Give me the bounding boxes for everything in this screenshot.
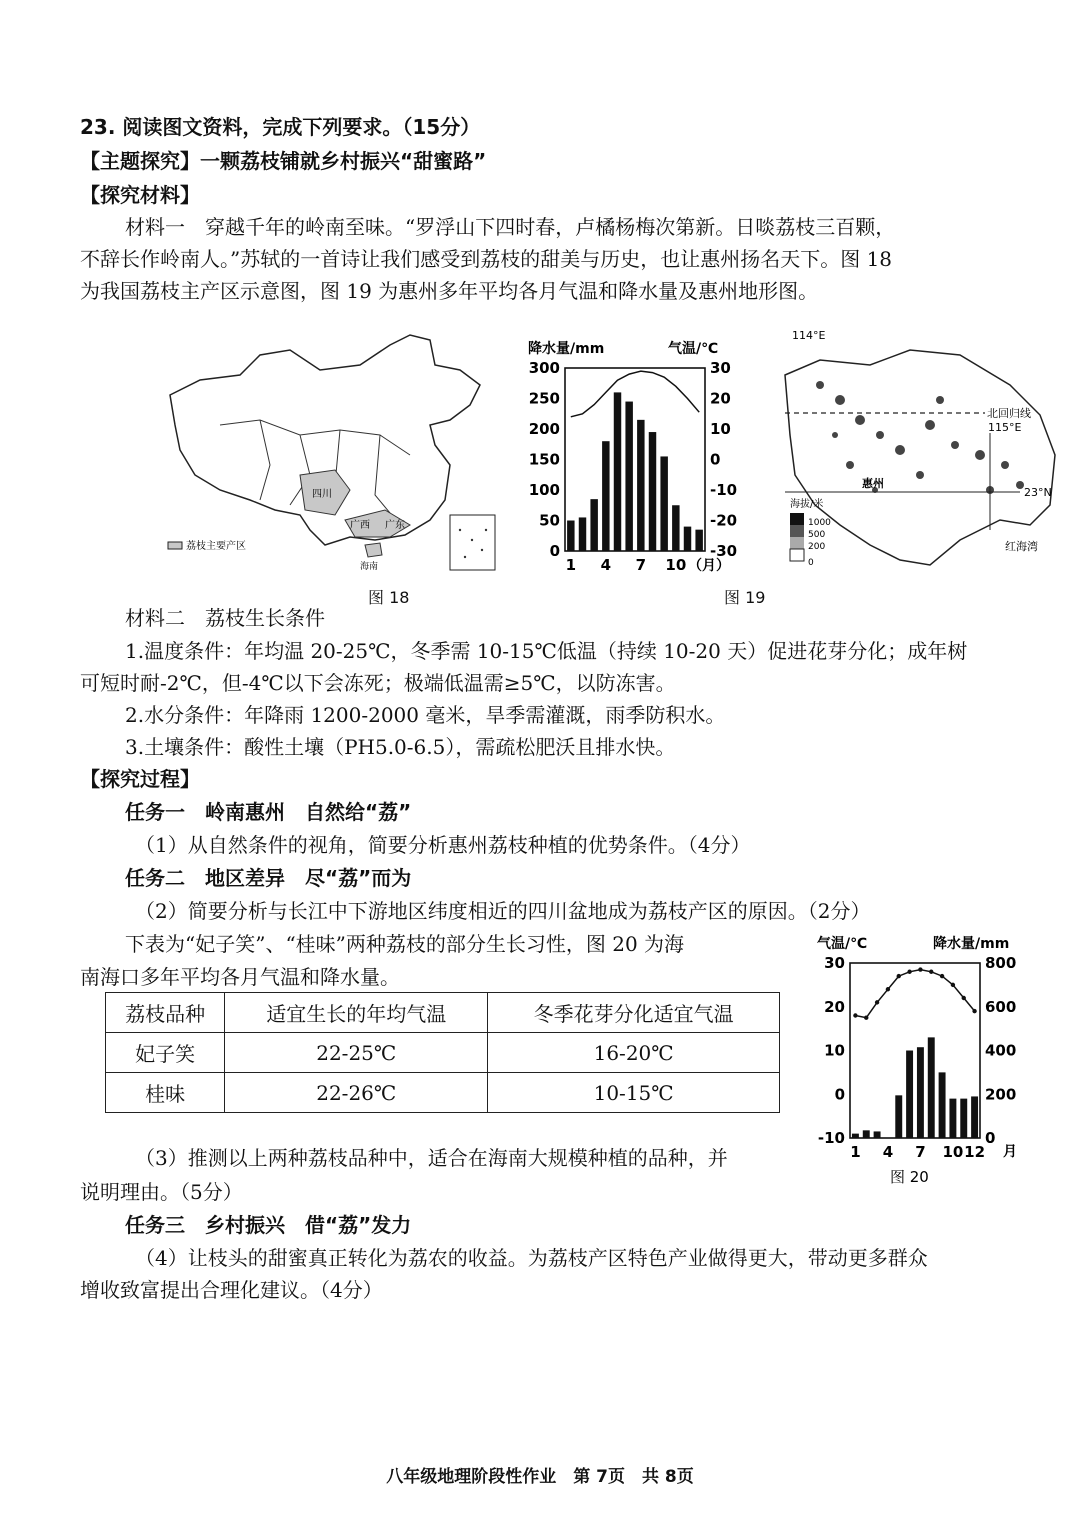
tropic-label: 北回归线 <box>987 407 1031 420</box>
question-3: （3）推测以上两种荔枝品种中，适合在海南大规模种植的品种，并 <box>135 1146 728 1170</box>
fig20-left-axis-label: 气温/℃ <box>817 936 868 952</box>
fig19-terrain-map <box>780 325 1060 580</box>
material1-line: 材料一 穿越千年的岭南至味。“罗浮山下四时春，卢橘杨梅次第新。日啖荔枝三百颗， <box>125 215 896 239</box>
table-cell: 妃子笑 <box>106 1033 225 1073</box>
precip-bar <box>852 1134 859 1138</box>
precip-bar <box>579 517 586 551</box>
lat-label: 23°N <box>1024 486 1052 499</box>
right-tick-label: 800 <box>985 954 1017 972</box>
precip-bar <box>695 530 702 551</box>
fig19-caption: 图 19 <box>724 588 766 607</box>
lon-label: 115°E <box>988 421 1022 434</box>
table-intro: 南海口多年平均各月气温和降水量。 <box>80 965 400 989</box>
table-cell: 桂味 <box>106 1073 225 1113</box>
right-tick-label: 30 <box>710 359 731 377</box>
task2-heading: 任务二 地区差异 尽“荔”而为 <box>125 866 412 890</box>
table-cell: 22-25℃ <box>225 1033 488 1073</box>
precip-bar <box>672 505 679 551</box>
right-tick-label: 400 <box>985 1041 1017 1060</box>
precip-bar <box>949 1099 956 1138</box>
table-cell: 16-20℃ <box>488 1033 780 1073</box>
fig20-caption: 图 20 <box>890 1168 929 1186</box>
left-tick-label: 200 <box>528 420 560 438</box>
table-header: 荔枝品种 <box>106 993 225 1033</box>
table-intro: 下表为“妃子笑”、“桂味”两种荔枝的部分生长习性，图 20 为海 <box>125 932 685 956</box>
page-footer: 八年级地理阶段性作业 第 7页 共 8页 <box>386 1467 694 1487</box>
process-heading: 【探究过程】 <box>80 767 200 791</box>
right-tick-label: 10 <box>710 420 731 438</box>
left-tick-label: 100 <box>528 481 560 499</box>
left-tick-label: 250 <box>528 389 560 408</box>
material2-line: 3.土壤条件：酸性土壤（PH5.0-6.5），需疏松肥沃且排水快。 <box>125 735 676 759</box>
fig20-right-axis-label: 降水量/mm <box>933 936 1010 952</box>
map-label: 四川 <box>312 489 332 500</box>
x-tick-label: 7 <box>915 1143 926 1161</box>
litchi-variety-table <box>105 992 780 1113</box>
precip-bar <box>637 420 644 551</box>
right-tick-label: -10 <box>710 481 738 499</box>
elev-tick: 0 <box>808 558 814 568</box>
question-3: 说明理由。（5分） <box>80 1180 243 1204</box>
precip-bar <box>939 1072 946 1138</box>
fig18-caption: 图 18 <box>368 588 410 607</box>
right-tick-label: 200 <box>985 1085 1017 1104</box>
fig18-china-map <box>160 325 500 575</box>
x-tick-label: 1 <box>850 1143 861 1161</box>
material1-line: 为我国荔枝主产区示意图，图 19 为惠州多年平均各月气温和降水量及惠州地形图。 <box>80 279 819 303</box>
table-row <box>106 1033 780 1073</box>
precip-bar <box>874 1131 881 1138</box>
table-header: 冬季花芽分化适宜气温 <box>488 993 780 1033</box>
map-label: 广西 <box>350 520 370 531</box>
precip-bar <box>960 1099 967 1138</box>
precip-bar <box>614 392 621 551</box>
right-tick-label: 0 <box>710 450 721 469</box>
right-tick-label: -20 <box>710 511 738 530</box>
precip-bar <box>590 499 597 551</box>
table-cell: 22-26℃ <box>225 1073 488 1113</box>
precip-bar <box>917 1047 924 1138</box>
map-label: 海南 <box>360 562 379 572</box>
question-2: （2）简要分析与长江中下游地区纬度相近的四川盆地成为荔枝产区的原因。（2分） <box>135 899 871 923</box>
elev-tick: 200 <box>808 542 826 552</box>
x-tick-label: 10 <box>665 556 687 574</box>
left-tick-label: 10 <box>824 1041 845 1060</box>
question-4: （4）让枝头的甜蜜真正转化为荔农的收益。为荔枝产区特色产业做得更大，带动更多群众 <box>135 1246 928 1270</box>
right-tick-label: 20 <box>710 389 731 408</box>
precip-bar <box>971 1096 978 1138</box>
precip-bar <box>649 432 656 551</box>
precip-bar <box>625 402 632 551</box>
precip-bar <box>906 1051 913 1139</box>
elev-legend-title: 海拔/米 <box>790 499 824 510</box>
legend-swatch <box>168 542 182 549</box>
right-tick-label: 0 <box>985 1129 996 1147</box>
fig19-climate-chart <box>520 335 745 580</box>
x-tick-label: 4 <box>882 1143 894 1161</box>
material2-line: 可短时耐-2℃，但-4℃以下会冻死；极端低温需≥5℃，以防冻害。 <box>80 671 676 695</box>
lon-label: 114°E <box>792 329 826 342</box>
precip-bar <box>684 527 691 551</box>
fig19-left-axis-label: 降水量/mm <box>528 341 605 357</box>
left-tick-label: -10 <box>817 1129 845 1147</box>
table-header: 适宜生长的年均气温 <box>225 993 488 1033</box>
x-tick-label: 7 <box>635 556 647 574</box>
x-tick-label: 1 <box>565 556 577 574</box>
left-tick-label: 300 <box>528 359 560 377</box>
question-4: 增收致富提出合理化建议。（4分） <box>80 1278 383 1302</box>
left-tick-label: 30 <box>824 954 845 972</box>
city-label: 惠州 <box>862 477 884 490</box>
left-tick-label: 150 <box>528 450 560 469</box>
precip-bar <box>895 1095 902 1138</box>
question-1: （1）从自然条件的视角，简要分析惠州荔枝种植的优势条件。（4分） <box>135 833 751 857</box>
map-label: 广东 <box>385 520 405 531</box>
material2-title: 材料二 荔枝生长条件 <box>125 606 325 630</box>
precip-bar <box>863 1130 870 1138</box>
precip-bar <box>567 521 574 552</box>
left-tick-label: 50 <box>539 511 560 530</box>
fig19-x-unit: （月） <box>688 558 730 574</box>
material2-line: 1.温度条件：年均温 20-25℃，冬季需 10-15℃低温（持续 10-20 天）促进花芽分化；成年树 <box>125 639 968 663</box>
precip-bar <box>602 441 609 551</box>
fig20-x-unit: 月 <box>1003 1144 1017 1160</box>
materials-heading: 【探究材料】 <box>80 183 200 207</box>
precip-bar <box>660 456 667 551</box>
theme-heading: 【主题探究】一颗荔枝铺就乡村振兴“甜蜜路” <box>80 149 487 173</box>
table-cell: 10-15℃ <box>488 1073 780 1113</box>
left-tick-label: 0 <box>549 542 560 560</box>
elev-tick: 500 <box>808 530 826 540</box>
x-tick-label: 4 <box>600 556 612 574</box>
right-tick-label: -30 <box>710 542 738 560</box>
material2-line: 2.水分条件：年降雨 1200-2000 毫米，旱季需灌溉，雨季防积水。 <box>125 703 726 727</box>
task1-heading: 任务一 岭南惠州 自然给“荔” <box>125 800 412 824</box>
elev-tick: 1000 <box>808 518 831 528</box>
table-row <box>106 1073 780 1113</box>
left-tick-label: 20 <box>824 997 845 1016</box>
left-tick-label: 0 <box>834 1085 845 1104</box>
fig19-right-axis-label: 气温/℃ <box>668 341 719 357</box>
precip-bar <box>928 1037 935 1138</box>
material1-line: 不辞长作岭南人。”苏轼的一首诗让我们感受到荔枝的甜美与历史，也让惠州扬名天下。图 18 <box>80 247 893 271</box>
sea-label: 红海湾 <box>1005 540 1038 553</box>
question-title: 23. 阅读图文资料，完成下列要求。（15分） <box>80 115 481 139</box>
right-tick-label: 600 <box>985 997 1017 1016</box>
x-tick-label: 12 <box>964 1143 986 1161</box>
fig18-legend: 荔枝主要产区 <box>186 541 246 552</box>
task3-heading: 任务三 乡村振兴 借“荔”发力 <box>125 1213 412 1237</box>
x-tick-label: 10 <box>942 1143 964 1161</box>
